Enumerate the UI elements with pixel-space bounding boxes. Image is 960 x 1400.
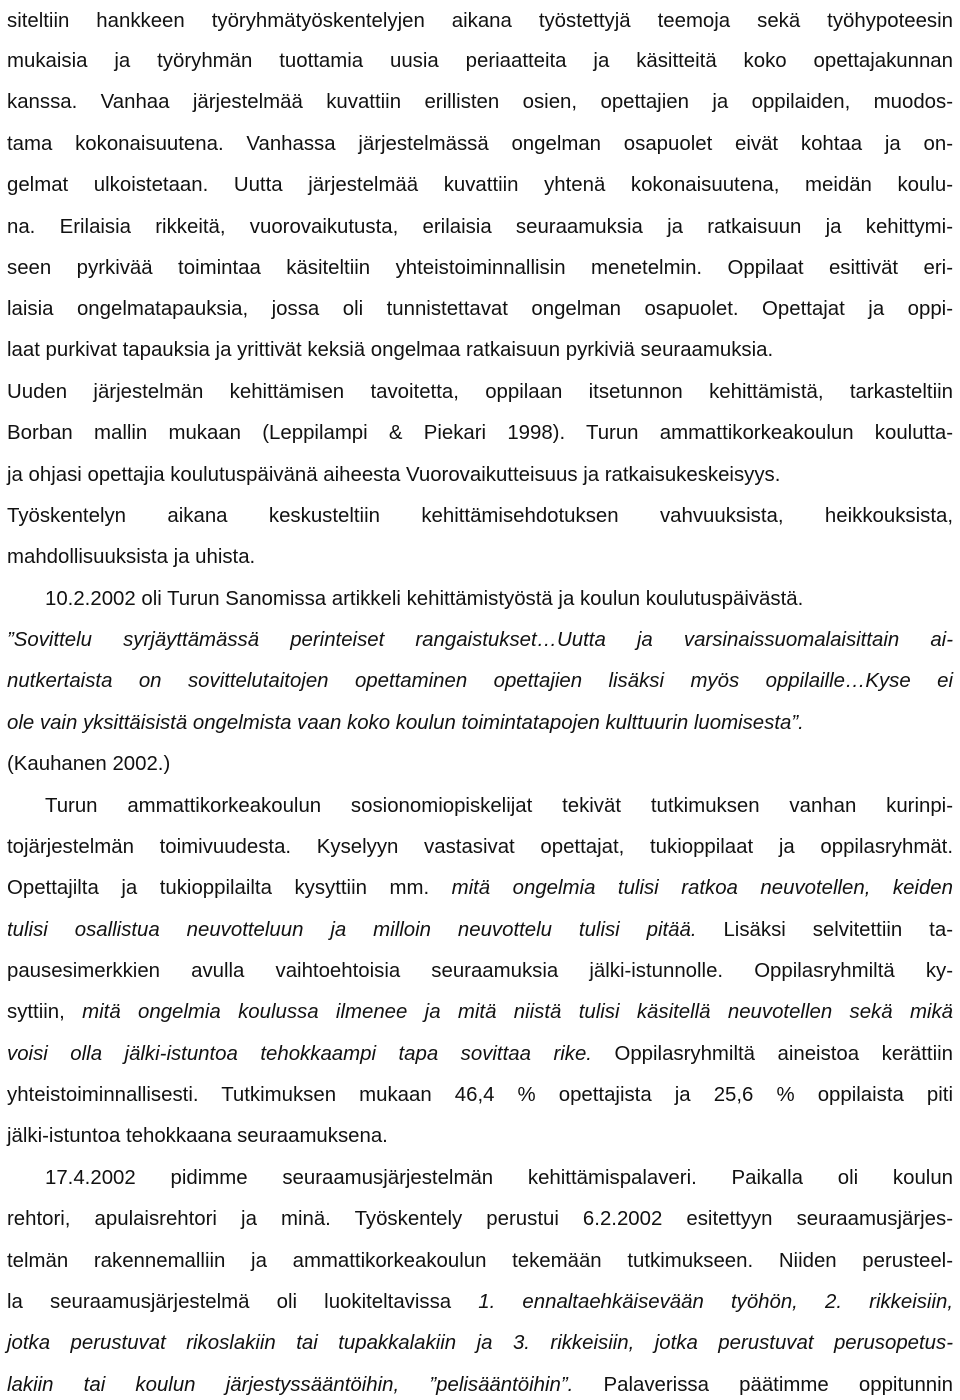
- text-line: laat purkivat tapauksia ja yrittivät keksiä ongelmaa ratkaisuun pyrkiviä seuraamuksia.: [7, 339, 774, 361]
- italic-text: mitä ongelmia koulussa ilmenee ja mitä niistä tulisi käsitellä neuvotellen sekä mikä: [82, 1001, 953, 1023]
- text-line: 17.4.2002 pidimme seuraamusjärjestelmän kehittämispalaveri. Paikalla oli koulun: [45, 1167, 953, 1189]
- text-line: pausesimerkkien avulla vaihtoehtoisia seuraamuksia jälki-istunnolle. Oppilasryhmiltä ky-: [7, 960, 953, 982]
- text-line: ”Sovittelu syrjäyttämässä perinteiset rangaistukset…Uutta ja varsinaissuomalaisittain ai-: [7, 629, 953, 651]
- text-line: ole vain yksittäisistä ongelmista vaan koko koulun toimintatapojen kulttuurin luomisesta”.: [7, 712, 804, 734]
- text-line: Borban mallin mukaan (Leppilampi & Piekari 1998). Turun ammattikorkeakoulun koulutta-: [7, 422, 953, 444]
- text-line: tojärjestelmän toimivuudesta. Kyselyyn vastasivat opettajat, tukioppilaat ja oppilasryhmät.: [7, 836, 953, 858]
- text-line: jälki-istuntoa tehokkaana seuraamuksena.: [7, 1125, 388, 1147]
- text-line: 10.2.2002 oli Turun Sanomissa artikkeli kehittämistyöstä ja koulun koulutuspäivästä.: [45, 588, 804, 610]
- italic-text: 1. ennaltaehkäisevään työhön, 2. rikkeisiin,: [478, 1291, 953, 1313]
- text-line: na. Erilaisia rikkeitä, vuorovaikutusta, erilaisia seuraamuksia ja ratkaisuun ja kehittymi-: [7, 216, 953, 238]
- text-line: jotka perustuvat rikoslakiin tai tupakkalakiin ja 3. rikkeisiin, jotka perustuvat perusopetus-: [7, 1332, 953, 1354]
- text-line: [7, 1042, 953, 1066]
- text-run: Oppilasryhmiltä aineistoa kerättiin: [591, 1043, 954, 1065]
- text-line: Työskentelyn aikana keskusteltiin kehittämisehdotuksen vahvuuksista, heikkouksista,: [7, 505, 953, 527]
- text-line: [7, 1373, 953, 1397]
- text-line: [7, 918, 953, 942]
- text-line: mukaisia ja työryhmän tuottamia uusia periaatteita ja käsitteitä koko opettajakunnan: [7, 50, 953, 72]
- text-line: rehtori, apulaisrehtori ja minä. Työskentely perustui 6.2.2002 esitettyyn seuraamusjärjes-: [7, 1208, 953, 1230]
- italic-text: lakiin tai koulun järjestyssääntöihin, ”pelisääntöihin”.: [7, 1374, 574, 1396]
- text-line: gelmat ulkoistetaan. Uutta järjestelmää kuvattiin yhtenä kokonaisuutena, meidän koulu-: [7, 174, 953, 196]
- text-run: Opettajilta ja tukioppilailta kysyttiin mm.: [7, 877, 452, 899]
- text-line: Turun ammattikorkeakoulun sosionomiopiskelijat tekivät tutkimuksen vanhan kurinpi-: [45, 795, 953, 817]
- text-line: tama kokonaisuutena. Vanhassa järjestelmässä ongelman osapuolet eivät kohtaa ja on-: [7, 133, 953, 155]
- text-line: seen pyrkivää toimintaa käsiteltiin yhteistoiminnallisin menetelmin. Oppilaat esittivät eri-: [7, 257, 953, 279]
- text-run: syttiin,: [7, 1001, 83, 1023]
- text-run: la seuraamusjärjestelmä oli luokiteltavissa: [7, 1291, 479, 1313]
- italic-text: voisi olla jälki-istuntoa tehokkaampi tapa sovittaa rike.: [7, 1043, 592, 1065]
- text-line: kanssa. Vanhaa järjestelmää kuvattiin erillisten osien, opettajien ja oppilaiden, muodos-: [7, 91, 953, 113]
- text-line: Uuden järjestelmän kehittämisen tavoitetta, oppilaan itsetunnon kehittämistä, tarkasteltiin: [7, 381, 953, 403]
- text-run: Lisäksi selvitettiin ta-: [696, 919, 953, 941]
- text-line: mahdollisuuksista ja uhista.: [7, 546, 256, 568]
- text-line: [7, 876, 953, 900]
- text-run: Palaverissa päätimme oppitunnin: [573, 1374, 954, 1396]
- text-line: siteltiin hankkeen työryhmätyöskentelyjen aikana työstettyjä teemoja sekä työhypoteesin: [7, 10, 953, 32]
- text-line: [7, 1000, 953, 1024]
- italic-text: mitä ongelmia tulisi ratkoa neuvotellen, keiden: [451, 877, 953, 899]
- text-line: laisia ongelmatapauksia, jossa oli tunnistettavat ongelman osapuolet. Opettajat ja oppi-: [7, 298, 953, 320]
- text-line: ja ohjasi opettajia koulutuspäivänä aiheesta Vuorovaikutteisuus ja ratkaisukeskeisyys.: [7, 464, 781, 486]
- text-line: yhteistoiminnallisesti. Tutkimuksen mukaan 46,4 % opettajista ja 25,6 % oppilaista piti: [7, 1084, 953, 1106]
- text-line: [7, 1290, 953, 1314]
- text-line: telmän rakennemalliin ja ammattikorkeakoulun tekemään tutkimukseen. Niiden perusteel-: [7, 1250, 953, 1272]
- text-line: (Kauhanen 2002.): [7, 753, 171, 775]
- text-line: nutkertaista on sovittelutaitojen opettaminen opettajien lisäksi myös oppilaille…Kyse ei: [7, 670, 953, 692]
- italic-text: tulisi osallistua neuvotteluun ja milloin neuvottelu tulisi pitää.: [7, 919, 697, 941]
